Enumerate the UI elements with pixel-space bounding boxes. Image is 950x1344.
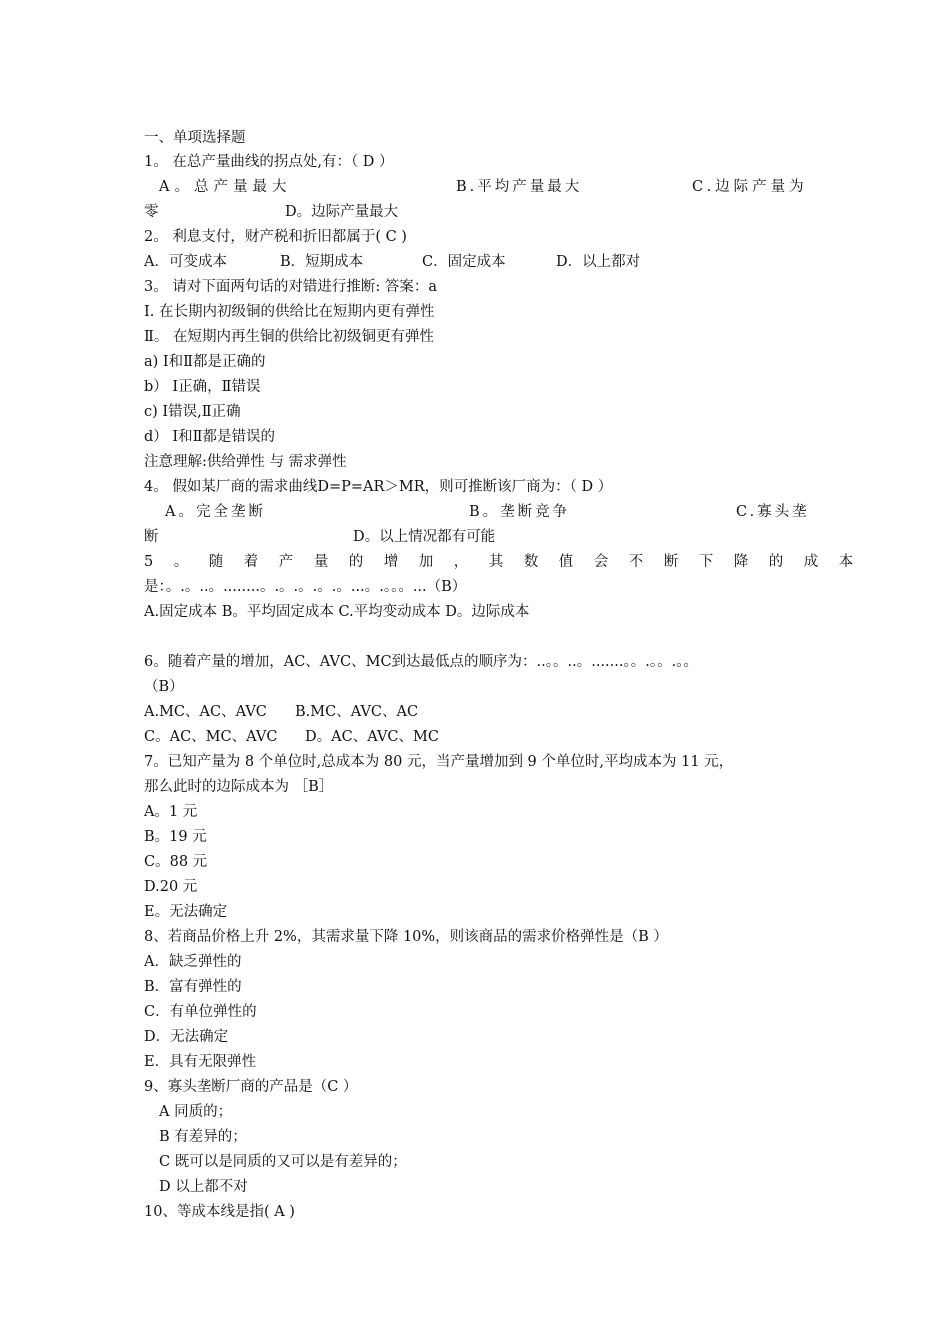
- question-7-stem-line-1: 7。已知产量为 8 个单位时,总成本为 80 元，当产量增加到 9 个单位时,平均成本为 11 元，: [144, 754, 734, 770]
- q8-option-e: E．具有无限弹性: [144, 1054, 257, 1070]
- q8-option-c: C．有单位弹性的: [144, 1004, 257, 1020]
- q3-option-b: b） Ⅰ正确，Ⅱ错误: [144, 379, 261, 395]
- q1-option-d: D。边际产量最大: [285, 204, 399, 220]
- q8-option-d: D．无法确定: [144, 1029, 229, 1045]
- q3-option-c: c) Ⅰ错误,Ⅱ正确: [144, 404, 241, 420]
- question-3-stem: 3。 请对下面两句话的对错进行推断: 答案：a: [144, 279, 437, 295]
- q6-option-d: D。AC、AVC、MC: [305, 729, 439, 745]
- question-5-options: A.固定成本 B。平均固定成本 C.平均变动成本 D。边际成本: [144, 604, 530, 620]
- q2-option-a: A．可变成本: [144, 254, 227, 270]
- q4-option-d: D。以上情况都有可能: [353, 529, 496, 545]
- section-title: 一、单项选择题: [144, 130, 246, 146]
- question-6-stem-line-1: 6。随着产量的增加，AC、AVC、MC到达最低点的顺序为：..。。..。.......。。.。。.。。: [144, 654, 698, 670]
- question-9-stem: 9、寡头垄断厂商的产品是（C ）: [144, 1079, 358, 1095]
- q9-option-a: A 同质的；: [159, 1104, 233, 1120]
- q1-option-a: A。总产量最大: [159, 179, 292, 195]
- q9-option-c: C 既可以是同质的又可以是有差异的；: [159, 1154, 407, 1170]
- q3-line-1: Ⅰ. 在长期内初级铜的供给比在短期内更有弹性: [144, 304, 435, 320]
- q2-option-d: D．以上都对: [556, 254, 641, 270]
- q6-option-c: C。AC、MC、AVC: [144, 729, 278, 745]
- q6-option-b: B.MC、AVC、AC: [295, 704, 419, 720]
- question-2-stem: 2。 利息支付，财产税和折旧都属于( C ): [144, 229, 407, 245]
- q6-option-a: A.MC、AC、AVC: [144, 704, 267, 720]
- q2-option-b: B．短期成本: [280, 254, 364, 270]
- q7-option-d: D.20 元: [144, 879, 198, 895]
- question-7-stem-line-2: 那么此时的边际成本为 ［B］: [144, 779, 334, 795]
- q8-option-b: B．富有弹性的: [144, 979, 242, 995]
- question-5-stem-line-1: 5。随着产量的增加，其数值会不断下降的成本: [144, 554, 874, 570]
- q3-line-2: Ⅱ。 在短期内再生铜的供给比初级铜更有弹性: [144, 329, 434, 345]
- question-8-stem: 8、若商品价格上升 2%，其需求量下降 10%，则该商品的需求价格弹性是（B ）: [144, 929, 668, 945]
- q3-option-a: a) Ⅰ和Ⅱ都是正确的: [144, 354, 266, 370]
- q3-option-d: d） Ⅰ和Ⅱ都是错误的: [144, 429, 275, 445]
- q7-option-b: B。19 元: [144, 829, 207, 845]
- q3-note: 注意理解:供给弹性 与 需求弹性: [144, 454, 347, 470]
- question-1-stem: 1。 在总产量曲线的拐点处,有：（ D ）: [144, 154, 394, 170]
- q7-option-a: A。1 元: [144, 804, 198, 820]
- q4-option-a: A。完全垄断: [165, 504, 266, 520]
- q9-option-d: D 以上都不对: [159, 1179, 248, 1195]
- q8-option-a: A．缺乏弹性的: [144, 954, 242, 970]
- q9-option-b: B 有差异的；: [159, 1129, 247, 1145]
- q4-option-c-cont: 断: [144, 529, 159, 545]
- question-10-stem: 10、等成本线是指( A ): [144, 1204, 295, 1220]
- q7-option-c: C。88 元: [144, 854, 208, 870]
- q4-option-b: B。垄断竞争: [469, 504, 571, 520]
- question-4-stem: 4。 假如某厂商的需求曲线D=P=AR＞MR，则可推断该厂商为：（ D ）: [144, 479, 613, 495]
- q1-option-c: C.边际产量为: [692, 179, 808, 195]
- q1-option-b: B.平均产量最大: [456, 179, 583, 195]
- question-5-stem-line-2: 是：。.。..。........。.。.。.。.。...。.。。。...（B）: [144, 579, 467, 595]
- q1-option-c-cont: 零: [144, 204, 159, 220]
- q7-option-e: E。无法确定: [144, 904, 228, 920]
- q4-option-c: C.寡头垄: [736, 504, 810, 520]
- question-6-stem-line-2: （B）: [144, 679, 184, 695]
- q2-option-c: C．固定成本: [422, 254, 506, 270]
